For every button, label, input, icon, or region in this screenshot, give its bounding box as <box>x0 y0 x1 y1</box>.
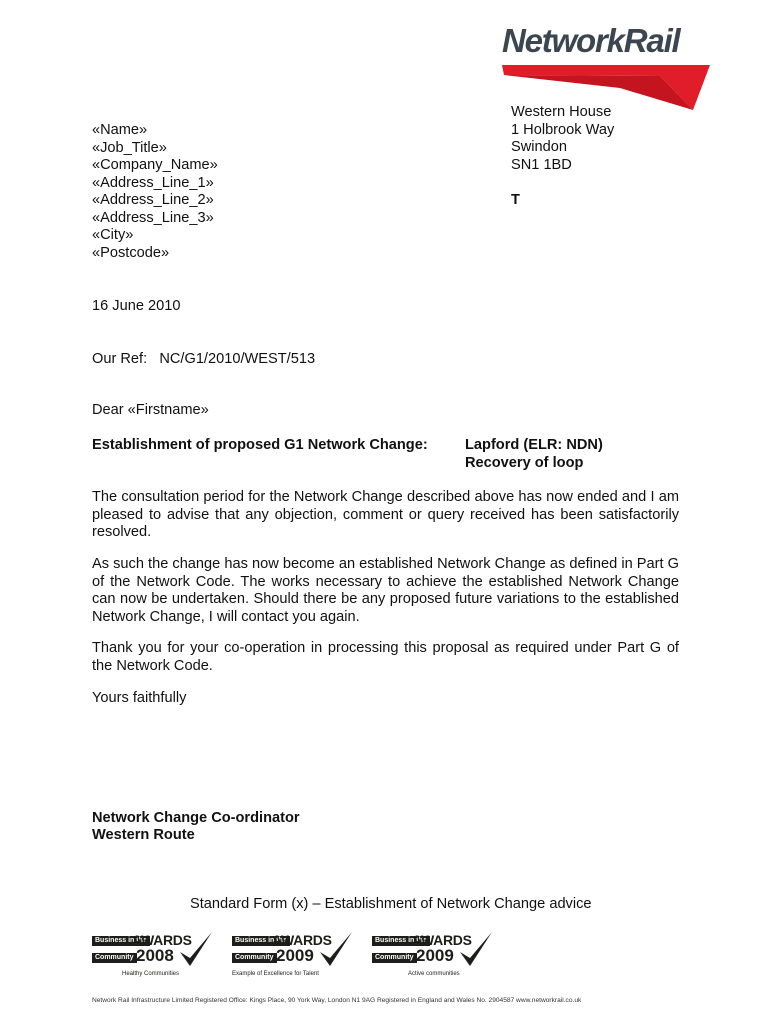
recipient-line: «Address_Line_1» <box>92 174 214 191</box>
checkmark-icon <box>318 930 354 970</box>
award-title: AWARDS <box>132 932 192 948</box>
sender-address-line: Western House <box>511 104 612 120</box>
award-year: 2008 <box>136 946 174 965</box>
closing: Yours faithfully <box>92 690 187 706</box>
subject-line-1: Lapford (ELR: NDN) <box>465 437 603 453</box>
recipient-address <box>92 122 218 262</box>
award-label-1: Business in the <box>92 936 150 946</box>
body-paragraph: As such the change has now become an established Network Change as defined in Part G of the Network Code. The works necessary to achieve the established Network Change can now be undertaken. Should there be any proposed future variations to the established Network Change, I will contact you again. <box>92 556 679 625</box>
sender-address <box>511 104 614 209</box>
recipient-line: «Postcode» <box>92 244 170 261</box>
recipient-line: «Job_Title» <box>92 139 167 156</box>
award-label-2: Community <box>372 953 417 963</box>
award-badge <box>92 930 220 976</box>
award-label-1: Business in the <box>372 936 430 946</box>
award-year: 2009 <box>416 946 454 965</box>
subject-left: Establishment of proposed G1 Network Change: <box>92 437 428 453</box>
award-badge <box>372 930 500 976</box>
recipient-line: «Name» <box>92 122 148 138</box>
reference-label: Our Ref: <box>92 351 148 367</box>
subject-line-2: Recovery of loop <box>465 455 584 471</box>
reference-value: NC/G1/2010/WEST/513 <box>159 351 316 367</box>
registered-office-footer: Network Rail Infrastructure Limited Registered Office: Kings Place, 90 York Way, London N1 9AG Registered in England and Wales No. 2904587 www.networkrail.co.uk <box>92 997 582 1004</box>
reference <box>92 351 315 369</box>
checkmark-icon <box>458 930 494 970</box>
network-rail-logo <box>500 22 712 112</box>
salutation: Dear «Firstname» <box>92 402 209 418</box>
body-paragraph: The consultation period for the Network Change described above has now ended and I am pleased to advise that any objection, comment or query received has been satisfactorily resolved. <box>92 489 679 540</box>
award-badge <box>232 930 360 976</box>
recipient-line: «Address_Line_3» <box>92 209 214 226</box>
body-paragraph: Thank you for your co-operation in processing this proposal as required under Part G of the Network Code. <box>92 640 679 674</box>
logo-wordmark: NetworkRail <box>502 22 680 59</box>
award-label-1: Business in the <box>232 936 290 946</box>
phone-label: T <box>511 191 520 208</box>
sender-address-line: Swindon <box>511 139 567 155</box>
award-title: AWARDS <box>412 932 472 948</box>
award-label-2: Community <box>92 953 137 963</box>
form-note: Standard Form (x) – Establishment of Network Change advice <box>190 896 592 912</box>
signature-title: Network Change Co-ordinator <box>92 810 300 826</box>
sender-address-line: 1 Holbrook Way <box>511 121 615 138</box>
award-caption: Active communities <box>408 971 460 977</box>
signature-dept: Western Route <box>92 827 195 843</box>
recipient-line: «City» <box>92 227 134 243</box>
sender-address-line: SN1 1BD <box>511 156 572 173</box>
recipient-line: «Company_Name» <box>92 157 218 173</box>
letter-date: 16 June 2010 <box>92 298 181 314</box>
award-year: 2009 <box>276 946 314 965</box>
award-title: AWARDS <box>272 932 332 948</box>
award-caption: Healthy Communities <box>122 971 180 977</box>
checkmark-icon <box>178 930 214 970</box>
award-caption: Example of Excellence for Talent <box>232 971 319 977</box>
logo-swoosh-icon <box>500 22 712 112</box>
recipient-line: «Address_Line_2» <box>92 192 214 208</box>
award-label-2: Community <box>232 953 277 963</box>
